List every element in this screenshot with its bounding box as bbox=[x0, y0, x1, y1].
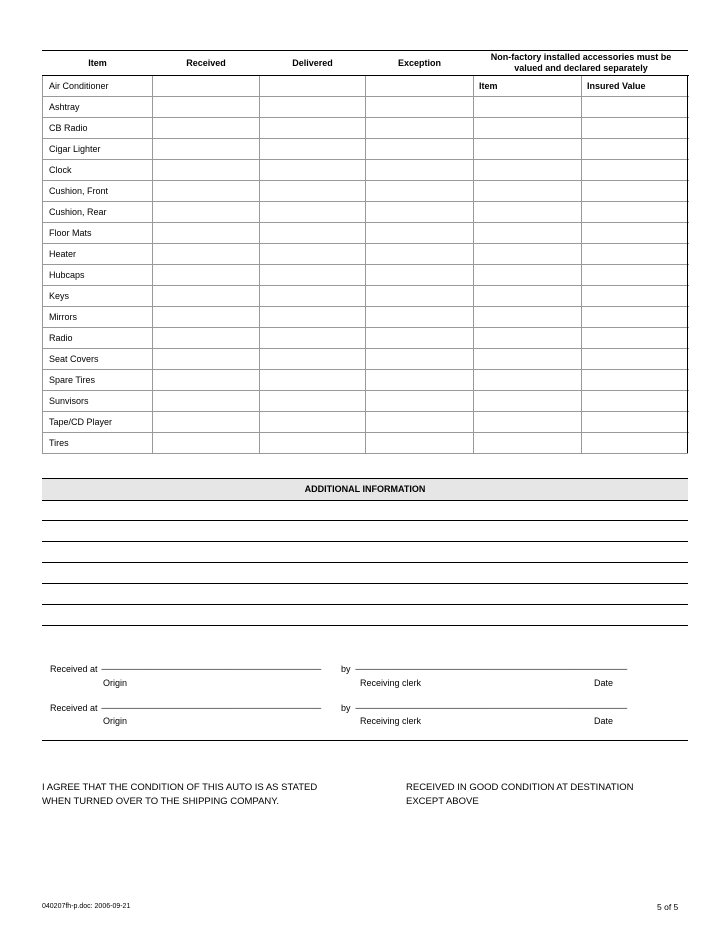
by-label: by bbox=[341, 703, 351, 713]
exception-cell[interactable] bbox=[366, 265, 474, 286]
item-name: Sunvisors bbox=[43, 391, 153, 412]
received-cell[interactable] bbox=[153, 391, 260, 412]
item-name: CB Radio bbox=[43, 118, 153, 139]
delivered-cell[interactable] bbox=[260, 97, 366, 118]
delivered-cell[interactable] bbox=[260, 244, 366, 265]
accessory-item-cell[interactable] bbox=[474, 349, 582, 370]
received-cell[interactable] bbox=[153, 223, 260, 244]
accessory-item-cell[interactable] bbox=[474, 118, 582, 139]
exception-cell[interactable] bbox=[366, 286, 474, 307]
info-line-2 bbox=[42, 541, 688, 542]
clerk-caption: Receiving clerk bbox=[360, 716, 422, 726]
table-row bbox=[43, 202, 689, 223]
date-caption: Date bbox=[594, 716, 614, 726]
header-accessories: Non-factory installed accessories must be valued and declared separately bbox=[474, 51, 689, 76]
received-cell[interactable] bbox=[153, 118, 260, 139]
received-cell[interactable] bbox=[153, 370, 260, 391]
subheader-item: Item bbox=[474, 76, 582, 97]
accessory-item-cell[interactable] bbox=[474, 265, 582, 286]
exception-cell[interactable] bbox=[366, 97, 474, 118]
table-row bbox=[43, 286, 689, 307]
table-row bbox=[43, 97, 689, 118]
insured-value-cell[interactable] bbox=[582, 328, 689, 349]
item-name: Heater bbox=[43, 244, 153, 265]
info-line-6 bbox=[42, 625, 688, 626]
accessory-item-cell[interactable] bbox=[474, 286, 582, 307]
inventory-rows bbox=[43, 76, 689, 454]
received-cell[interactable] bbox=[153, 97, 260, 118]
table-row bbox=[43, 307, 689, 328]
insured-value-cell[interactable] bbox=[582, 160, 689, 181]
info-line-3 bbox=[42, 562, 688, 563]
insured-value-cell[interactable] bbox=[582, 349, 689, 370]
exception-cell[interactable] bbox=[366, 139, 474, 160]
table-row bbox=[43, 160, 689, 181]
clerk-line: ---------------------------------------------------------------------------------------------------------------------------------------- bbox=[355, 703, 627, 713]
item-name: Radio bbox=[43, 328, 153, 349]
clerk-line: ---------------------------------------------------------------------------------------------------------------------------------------- bbox=[355, 664, 627, 674]
exception-cell[interactable] bbox=[366, 391, 474, 412]
table-row bbox=[43, 349, 689, 370]
item-name: Air Conditioner bbox=[43, 76, 153, 97]
exception-cell[interactable] bbox=[366, 76, 474, 97]
by-label: by bbox=[341, 664, 351, 674]
received-at-label: Received at bbox=[50, 703, 98, 713]
table-row bbox=[43, 244, 689, 265]
item-name: Clock bbox=[43, 160, 153, 181]
received-cell[interactable] bbox=[153, 181, 260, 202]
info-line-4 bbox=[42, 583, 688, 584]
insured-value-cell[interactable] bbox=[582, 139, 689, 160]
received-cell[interactable] bbox=[153, 244, 260, 265]
item-name: Cushion, Rear bbox=[43, 202, 153, 223]
received-cell[interactable] bbox=[153, 349, 260, 370]
received-cell[interactable] bbox=[153, 160, 260, 181]
delivered-cell[interactable] bbox=[260, 349, 366, 370]
agreement-right-line2: EXCEPT ABOVE bbox=[406, 796, 479, 807]
exception-cell[interactable] bbox=[366, 349, 474, 370]
delivered-cell[interactable] bbox=[260, 202, 366, 223]
item-name: Keys bbox=[43, 286, 153, 307]
exception-cell[interactable] bbox=[366, 160, 474, 181]
exception-cell[interactable] bbox=[366, 412, 474, 433]
table-row bbox=[43, 391, 689, 412]
table-row bbox=[43, 181, 689, 202]
accessory-item-cell[interactable] bbox=[474, 160, 582, 181]
exception-cell[interactable] bbox=[366, 370, 474, 391]
received-cell[interactable] bbox=[153, 412, 260, 433]
accessory-item-cell[interactable] bbox=[474, 139, 582, 160]
received-cell[interactable] bbox=[153, 328, 260, 349]
insured-value-cell[interactable] bbox=[582, 181, 689, 202]
insured-value-cell[interactable] bbox=[582, 433, 689, 454]
table-row bbox=[43, 370, 689, 391]
agreement-right bbox=[406, 781, 634, 809]
exception-cell[interactable] bbox=[366, 202, 474, 223]
header-exception: Exception bbox=[366, 51, 474, 76]
delivered-cell[interactable] bbox=[260, 265, 366, 286]
agreement-left-line1: I AGREE THAT THE CONDITION OF THIS AUTO IS AS STATED bbox=[42, 782, 318, 793]
table-row bbox=[43, 433, 689, 454]
insured-value-cell[interactable] bbox=[582, 391, 689, 412]
accessory-item-cell[interactable] bbox=[474, 412, 582, 433]
table-row bbox=[43, 139, 689, 160]
item-name: Mirrors bbox=[43, 307, 153, 328]
additional-info-header: ADDITIONAL INFORMATION bbox=[42, 478, 688, 501]
info-line-1 bbox=[42, 520, 688, 521]
exception-cell[interactable] bbox=[366, 118, 474, 139]
table-row bbox=[43, 328, 689, 349]
exception-cell[interactable] bbox=[366, 181, 474, 202]
insured-value-cell[interactable] bbox=[582, 370, 689, 391]
item-name: Seat Covers bbox=[43, 349, 153, 370]
insured-value-cell[interactable] bbox=[582, 286, 689, 307]
insured-value-cell[interactable] bbox=[582, 307, 689, 328]
delivered-cell[interactable] bbox=[260, 433, 366, 454]
accessory-item-cell[interactable] bbox=[474, 181, 582, 202]
info-line-5 bbox=[42, 604, 688, 605]
insured-value-cell[interactable] bbox=[582, 118, 689, 139]
delivered-cell[interactable] bbox=[260, 76, 366, 97]
item-name: Cushion, Front bbox=[43, 181, 153, 202]
clerk-caption: Receiving clerk bbox=[360, 678, 422, 688]
insured-value-cell[interactable] bbox=[582, 412, 689, 433]
origin-caption: Origin bbox=[103, 678, 128, 688]
exception-cell[interactable] bbox=[366, 433, 474, 454]
exception-cell[interactable] bbox=[366, 244, 474, 265]
accessory-item-cell[interactable] bbox=[474, 391, 582, 412]
delivered-cell[interactable] bbox=[260, 328, 366, 349]
item-name: Cigar Lighter bbox=[43, 139, 153, 160]
received-cell[interactable] bbox=[153, 139, 260, 160]
table-row bbox=[43, 412, 689, 433]
item-name: Ashtray bbox=[43, 97, 153, 118]
accessory-item-cell[interactable] bbox=[474, 307, 582, 328]
origin-caption: Origin bbox=[103, 716, 128, 726]
origin-line: -------------------------------------------------------------------------------------------------------------- bbox=[101, 664, 321, 674]
received-cell[interactable] bbox=[153, 433, 260, 454]
accessory-item-cell[interactable] bbox=[474, 433, 582, 454]
exception-cell[interactable] bbox=[366, 307, 474, 328]
accessory-item-cell[interactable] bbox=[474, 223, 582, 244]
delivered-cell[interactable] bbox=[260, 370, 366, 391]
table-row bbox=[43, 223, 689, 244]
accessory-item-cell[interactable] bbox=[474, 202, 582, 223]
item-name: Hubcaps bbox=[43, 265, 153, 286]
item-name: Tape/CD Player bbox=[43, 412, 153, 433]
received-cell[interactable] bbox=[153, 307, 260, 328]
origin-line: -------------------------------------------------------------------------------------------------------------- bbox=[101, 703, 321, 713]
accessory-item-cell[interactable] bbox=[474, 244, 582, 265]
delivered-cell[interactable] bbox=[260, 118, 366, 139]
item-name: Tires bbox=[43, 433, 153, 454]
delivered-cell[interactable] bbox=[260, 223, 366, 244]
received-cell[interactable] bbox=[153, 265, 260, 286]
date-caption: Date bbox=[594, 678, 614, 688]
insured-value-cell[interactable] bbox=[582, 97, 689, 118]
accessory-item-cell[interactable] bbox=[474, 370, 582, 391]
header-received: Received bbox=[153, 51, 260, 76]
received-at-label: Received at bbox=[50, 664, 98, 674]
delivered-cell[interactable] bbox=[260, 412, 366, 433]
agreement-left bbox=[42, 781, 317, 809]
accessory-item-cell[interactable] bbox=[474, 328, 582, 349]
insured-value-cell[interactable] bbox=[582, 202, 689, 223]
delivered-cell[interactable] bbox=[260, 160, 366, 181]
receipts-bottom-rule bbox=[42, 740, 688, 741]
doc-id: 040207fh-p.doc: 2006-09-21 bbox=[42, 903, 131, 910]
received-cell[interactable] bbox=[153, 202, 260, 223]
insured-value-cell[interactable] bbox=[582, 244, 689, 265]
delivered-cell[interactable] bbox=[260, 307, 366, 328]
table-bottom-rule bbox=[42, 453, 688, 454]
table-row bbox=[43, 76, 689, 97]
table-row bbox=[43, 265, 689, 286]
header-item: Item bbox=[43, 51, 153, 76]
delivered-cell[interactable] bbox=[260, 391, 366, 412]
exception-cell[interactable] bbox=[366, 223, 474, 244]
accessory-item-cell[interactable] bbox=[474, 97, 582, 118]
delivered-cell[interactable] bbox=[260, 181, 366, 202]
received-cell[interactable] bbox=[153, 76, 260, 97]
delivered-cell[interactable] bbox=[260, 286, 366, 307]
table-row bbox=[43, 118, 689, 139]
page-number: 5 of 5 bbox=[657, 902, 679, 912]
delivered-cell[interactable] bbox=[260, 139, 366, 160]
exception-cell[interactable] bbox=[366, 328, 474, 349]
header-delivered: Delivered bbox=[260, 51, 366, 76]
insured-value-cell[interactable] bbox=[582, 223, 689, 244]
inventory-table bbox=[42, 51, 689, 453]
item-name: Floor Mats bbox=[43, 223, 153, 244]
agreement-right-line1: RECEIVED IN GOOD CONDITION AT DESTINATION bbox=[406, 782, 634, 793]
insured-value-cell[interactable] bbox=[582, 265, 689, 286]
received-cell[interactable] bbox=[153, 286, 260, 307]
subheader-insured-value: Insured Value bbox=[582, 76, 689, 97]
table-right-edge bbox=[687, 75, 688, 453]
agreement-left-line2: WHEN TURNED OVER TO THE SHIPPING COMPANY. bbox=[42, 796, 280, 807]
item-name: Spare Tires bbox=[43, 370, 153, 391]
